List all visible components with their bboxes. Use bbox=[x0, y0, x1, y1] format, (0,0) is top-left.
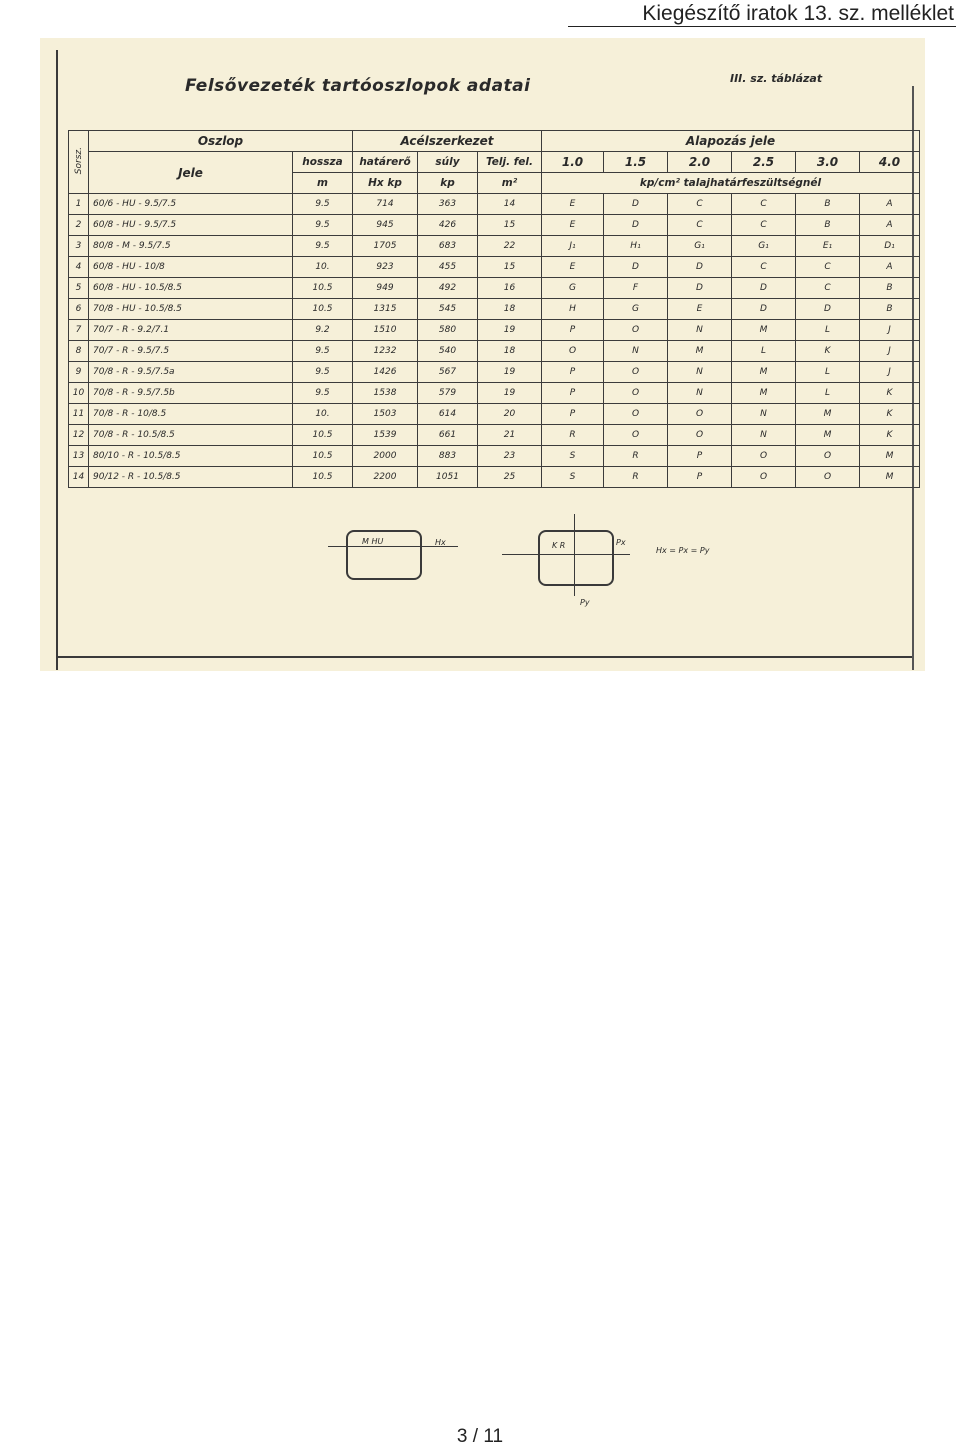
page-header-title: Kiegészítő iratok 13. sz. melléklet bbox=[642, 2, 954, 25]
cell-suly: 1051 bbox=[418, 467, 478, 488]
table-row bbox=[69, 278, 920, 299]
cell-c4: G₁ bbox=[732, 236, 796, 257]
cell-c5: E₁ bbox=[796, 236, 860, 257]
cell-jele: 70/8 - R - 9.5/7.5a bbox=[89, 362, 293, 383]
cell-c3: P bbox=[668, 446, 732, 467]
cell-hatarero: 1539 bbox=[353, 425, 418, 446]
cell-suly: 540 bbox=[418, 341, 478, 362]
cell-c3: C bbox=[668, 194, 732, 215]
cell-felulet: 18 bbox=[478, 299, 542, 320]
cell-c2: N bbox=[604, 341, 668, 362]
cell-c4: M bbox=[732, 320, 796, 341]
cell-jele: 80/8 - M - 9.5/7.5 bbox=[89, 236, 293, 257]
cell-felulet: 18 bbox=[478, 341, 542, 362]
cell-c6: K bbox=[860, 425, 920, 446]
left-profile-label: M HU bbox=[362, 537, 384, 546]
cell-c1: P bbox=[542, 383, 604, 404]
pressure-header-4: 2.5 bbox=[732, 152, 796, 173]
cell-c5: L bbox=[796, 320, 860, 341]
oszlop-header: Oszlop bbox=[89, 131, 353, 152]
cell-c5: L bbox=[796, 383, 860, 404]
cell-suly: 567 bbox=[418, 362, 478, 383]
table-row bbox=[69, 194, 920, 215]
cell-no: 14 bbox=[69, 467, 89, 488]
cell-c3: N bbox=[668, 320, 732, 341]
cell-c4: C bbox=[732, 257, 796, 278]
felulet-header: Telj. fel. bbox=[478, 152, 542, 173]
cell-hossza: 10.5 bbox=[293, 299, 353, 320]
cell-c2: O bbox=[604, 320, 668, 341]
cell-c4: N bbox=[732, 404, 796, 425]
cell-c5: O bbox=[796, 467, 860, 488]
pressure-header-5: 3.0 bbox=[796, 152, 860, 173]
cell-c2: O bbox=[604, 425, 668, 446]
cell-no: 9 bbox=[69, 362, 89, 383]
document-title: Felsővezeték tartóoszlopok adatai bbox=[185, 76, 531, 96]
cell-jele: 60/8 - HU - 10.5/8.5 bbox=[89, 278, 293, 299]
cell-no: 13 bbox=[69, 446, 89, 467]
cell-c3: E bbox=[668, 299, 732, 320]
scanned-document bbox=[40, 38, 925, 671]
cell-hossza: 10.5 bbox=[293, 446, 353, 467]
cell-c1: J₁ bbox=[542, 236, 604, 257]
cell-c6: J bbox=[860, 362, 920, 383]
cell-suly: 580 bbox=[418, 320, 478, 341]
cell-felulet: 14 bbox=[478, 194, 542, 215]
hatarero-header: határerő bbox=[353, 152, 418, 173]
cell-c2: F bbox=[604, 278, 668, 299]
cell-c3: D bbox=[668, 278, 732, 299]
cell-suly: 492 bbox=[418, 278, 478, 299]
cell-hatarero: 1426 bbox=[353, 362, 418, 383]
cell-hatarero: 714 bbox=[353, 194, 418, 215]
cell-c6: J bbox=[860, 320, 920, 341]
cell-c4: C bbox=[732, 215, 796, 236]
left-force-label: Hx bbox=[435, 538, 446, 547]
table-row bbox=[69, 257, 920, 278]
cell-felulet: 23 bbox=[478, 446, 542, 467]
cell-c3: O bbox=[668, 404, 732, 425]
cell-c3: N bbox=[668, 383, 732, 404]
cell-c1: P bbox=[542, 404, 604, 425]
right-profile-box bbox=[538, 530, 614, 586]
cell-no: 10 bbox=[69, 383, 89, 404]
cell-c6: B bbox=[860, 278, 920, 299]
cell-no: 12 bbox=[69, 425, 89, 446]
cell-c6: M bbox=[860, 467, 920, 488]
cell-c3: O bbox=[668, 425, 732, 446]
cell-no: 5 bbox=[69, 278, 89, 299]
cell-c4: M bbox=[732, 362, 796, 383]
table-row bbox=[69, 236, 920, 257]
cell-c2: G bbox=[604, 299, 668, 320]
cell-hatarero: 2000 bbox=[353, 446, 418, 467]
cell-suly: 614 bbox=[418, 404, 478, 425]
cell-c2: D bbox=[604, 194, 668, 215]
cell-no: 8 bbox=[69, 341, 89, 362]
cell-hatarero: 1705 bbox=[353, 236, 418, 257]
cell-jele: 70/8 - HU - 10.5/8.5 bbox=[89, 299, 293, 320]
cell-c4: N bbox=[732, 425, 796, 446]
cell-hossza: 9.5 bbox=[293, 194, 353, 215]
hossza-unit: m bbox=[293, 173, 353, 194]
cell-c1: R bbox=[542, 425, 604, 446]
header-rule bbox=[568, 26, 956, 27]
cell-c3: C bbox=[668, 215, 732, 236]
cell-c4: D bbox=[732, 278, 796, 299]
cell-felulet: 16 bbox=[478, 278, 542, 299]
right-force-x-label: Px bbox=[616, 538, 626, 547]
cell-c6: A bbox=[860, 194, 920, 215]
cell-c1: E bbox=[542, 215, 604, 236]
cell-c5: M bbox=[796, 404, 860, 425]
cell-c4: M bbox=[732, 383, 796, 404]
cell-c5: D bbox=[796, 299, 860, 320]
pole-data-table bbox=[68, 130, 920, 488]
cell-no: 7 bbox=[69, 320, 89, 341]
cell-c2: O bbox=[604, 362, 668, 383]
cell-c3: D bbox=[668, 257, 732, 278]
cell-hatarero: 949 bbox=[353, 278, 418, 299]
cell-hossza: 10.5 bbox=[293, 425, 353, 446]
cell-c5: B bbox=[796, 215, 860, 236]
table-row bbox=[69, 299, 920, 320]
cell-hossza: 9.5 bbox=[293, 236, 353, 257]
cell-hossza: 10. bbox=[293, 257, 353, 278]
cell-suly: 683 bbox=[418, 236, 478, 257]
cell-felulet: 19 bbox=[478, 362, 542, 383]
alapozas-header: Alapozás jele bbox=[542, 131, 920, 152]
suly-header: súly bbox=[418, 152, 478, 173]
table-row bbox=[69, 425, 920, 446]
cell-jele: 60/8 - HU - 9.5/7.5 bbox=[89, 215, 293, 236]
cell-c5: O bbox=[796, 446, 860, 467]
cell-jele: 70/7 - R - 9.2/7.1 bbox=[89, 320, 293, 341]
cell-felulet: 20 bbox=[478, 404, 542, 425]
force-formula: Hx = Px = Py bbox=[656, 546, 710, 555]
cell-c2: R bbox=[604, 467, 668, 488]
cell-felulet: 22 bbox=[478, 236, 542, 257]
right-force-y-label: Py bbox=[580, 598, 590, 607]
cell-c1: H bbox=[542, 299, 604, 320]
cell-suly: 363 bbox=[418, 194, 478, 215]
cell-hatarero: 1503 bbox=[353, 404, 418, 425]
cell-jele: 60/6 - HU - 9.5/7.5 bbox=[89, 194, 293, 215]
cell-jele: 70/7 - R - 9.5/7.5 bbox=[89, 341, 293, 362]
table-row bbox=[69, 404, 920, 425]
cell-suly: 545 bbox=[418, 299, 478, 320]
cell-hatarero: 2200 bbox=[353, 467, 418, 488]
cell-hossza: 9.5 bbox=[293, 383, 353, 404]
cell-suly: 883 bbox=[418, 446, 478, 467]
cell-c4: C bbox=[732, 194, 796, 215]
cell-c1: P bbox=[542, 320, 604, 341]
cell-c5: B bbox=[796, 194, 860, 215]
table-row bbox=[69, 446, 920, 467]
cell-c6: B bbox=[860, 299, 920, 320]
jele-header: Jele bbox=[89, 152, 293, 194]
acelszerkezet-header: Acélszerkezet bbox=[353, 131, 542, 152]
cell-no: 4 bbox=[69, 257, 89, 278]
cell-c6: K bbox=[860, 404, 920, 425]
cell-c6: A bbox=[860, 215, 920, 236]
cell-c3: P bbox=[668, 467, 732, 488]
cell-c1: O bbox=[542, 341, 604, 362]
cell-no: 11 bbox=[69, 404, 89, 425]
cell-c1: P bbox=[542, 362, 604, 383]
cell-c4: O bbox=[732, 446, 796, 467]
cell-jele: 60/8 - HU - 10/8 bbox=[89, 257, 293, 278]
cell-c4: D bbox=[732, 299, 796, 320]
cell-hossza: 9.2 bbox=[293, 320, 353, 341]
cell-felulet: 15 bbox=[478, 257, 542, 278]
cell-c1: G bbox=[542, 278, 604, 299]
cell-c2: R bbox=[604, 446, 668, 467]
frame-line-bottom bbox=[56, 656, 912, 658]
cell-suly: 455 bbox=[418, 257, 478, 278]
cell-hatarero: 923 bbox=[353, 257, 418, 278]
cell-hatarero: 1232 bbox=[353, 341, 418, 362]
hossza-header: hossza bbox=[293, 152, 353, 173]
cell-c6: M bbox=[860, 446, 920, 467]
table-reference: III. sz. táblázat bbox=[730, 72, 823, 85]
cell-felulet: 19 bbox=[478, 383, 542, 404]
cell-c5: L bbox=[796, 362, 860, 383]
cell-suly: 579 bbox=[418, 383, 478, 404]
cell-jele: 70/8 - R - 10/8.5 bbox=[89, 404, 293, 425]
left-profile-box bbox=[346, 530, 422, 580]
cell-c4: L bbox=[732, 341, 796, 362]
cell-jele: 80/10 - R - 10.5/8.5 bbox=[89, 446, 293, 467]
cell-jele: 90/12 - R - 10.5/8.5 bbox=[89, 467, 293, 488]
row-number-header: Sorsz. bbox=[69, 131, 89, 194]
table-row bbox=[69, 383, 920, 404]
cell-hossza: 10.5 bbox=[293, 467, 353, 488]
cell-hossza: 10. bbox=[293, 404, 353, 425]
pressure-header-3: 2.0 bbox=[668, 152, 732, 173]
cell-no: 3 bbox=[69, 236, 89, 257]
cell-c4: O bbox=[732, 467, 796, 488]
cell-c3: M bbox=[668, 341, 732, 362]
cell-hatarero: 945 bbox=[353, 215, 418, 236]
cell-c5: C bbox=[796, 257, 860, 278]
hatarero-unit: Hx kp bbox=[353, 173, 418, 194]
pressure-header-6: 4.0 bbox=[860, 152, 920, 173]
table-row bbox=[69, 320, 920, 341]
cell-hatarero: 1510 bbox=[353, 320, 418, 341]
cell-c5: K bbox=[796, 341, 860, 362]
pressure-unit: kp/cm² talajhatárfeszültségnél bbox=[542, 173, 920, 194]
cell-c5: M bbox=[796, 425, 860, 446]
pressure-header-2: 1.5 bbox=[604, 152, 668, 173]
cell-felulet: 19 bbox=[478, 320, 542, 341]
pressure-header-1: 1.0 bbox=[542, 152, 604, 173]
cell-hossza: 9.5 bbox=[293, 215, 353, 236]
cell-no: 1 bbox=[69, 194, 89, 215]
felulet-unit: m² bbox=[478, 173, 542, 194]
frame-line-left bbox=[56, 50, 58, 670]
cell-c1: S bbox=[542, 446, 604, 467]
table-row bbox=[69, 215, 920, 236]
cell-c6: K bbox=[860, 383, 920, 404]
cell-c1: S bbox=[542, 467, 604, 488]
cell-hossza: 9.5 bbox=[293, 341, 353, 362]
cell-c2: O bbox=[604, 404, 668, 425]
cell-suly: 426 bbox=[418, 215, 478, 236]
cell-c2: D bbox=[604, 215, 668, 236]
right-profile-label: K R bbox=[552, 541, 566, 550]
cell-c5: C bbox=[796, 278, 860, 299]
table-row bbox=[69, 362, 920, 383]
cell-c2: O bbox=[604, 383, 668, 404]
cell-jele: 70/8 - R - 9.5/7.5b bbox=[89, 383, 293, 404]
cell-felulet: 21 bbox=[478, 425, 542, 446]
cell-c2: D bbox=[604, 257, 668, 278]
cell-hossza: 10.5 bbox=[293, 278, 353, 299]
cell-suly: 661 bbox=[418, 425, 478, 446]
cell-hatarero: 1538 bbox=[353, 383, 418, 404]
cell-jele: 70/8 - R - 10.5/8.5 bbox=[89, 425, 293, 446]
cell-hossza: 9.5 bbox=[293, 362, 353, 383]
cell-c1: E bbox=[542, 194, 604, 215]
cell-c6: A bbox=[860, 257, 920, 278]
cell-c6: D₁ bbox=[860, 236, 920, 257]
suly-unit: kp bbox=[418, 173, 478, 194]
cell-hatarero: 1315 bbox=[353, 299, 418, 320]
cell-no: 2 bbox=[69, 215, 89, 236]
cell-c3: N bbox=[668, 362, 732, 383]
page-number: 3 / 11 bbox=[456, 1426, 504, 1447]
cell-felulet: 25 bbox=[478, 467, 542, 488]
cell-felulet: 15 bbox=[478, 215, 542, 236]
cell-c6: J bbox=[860, 341, 920, 362]
table-row bbox=[69, 467, 920, 488]
cell-no: 6 bbox=[69, 299, 89, 320]
cell-c3: G₁ bbox=[668, 236, 732, 257]
cell-c1: E bbox=[542, 257, 604, 278]
cell-c2: H₁ bbox=[604, 236, 668, 257]
table-row bbox=[69, 341, 920, 362]
